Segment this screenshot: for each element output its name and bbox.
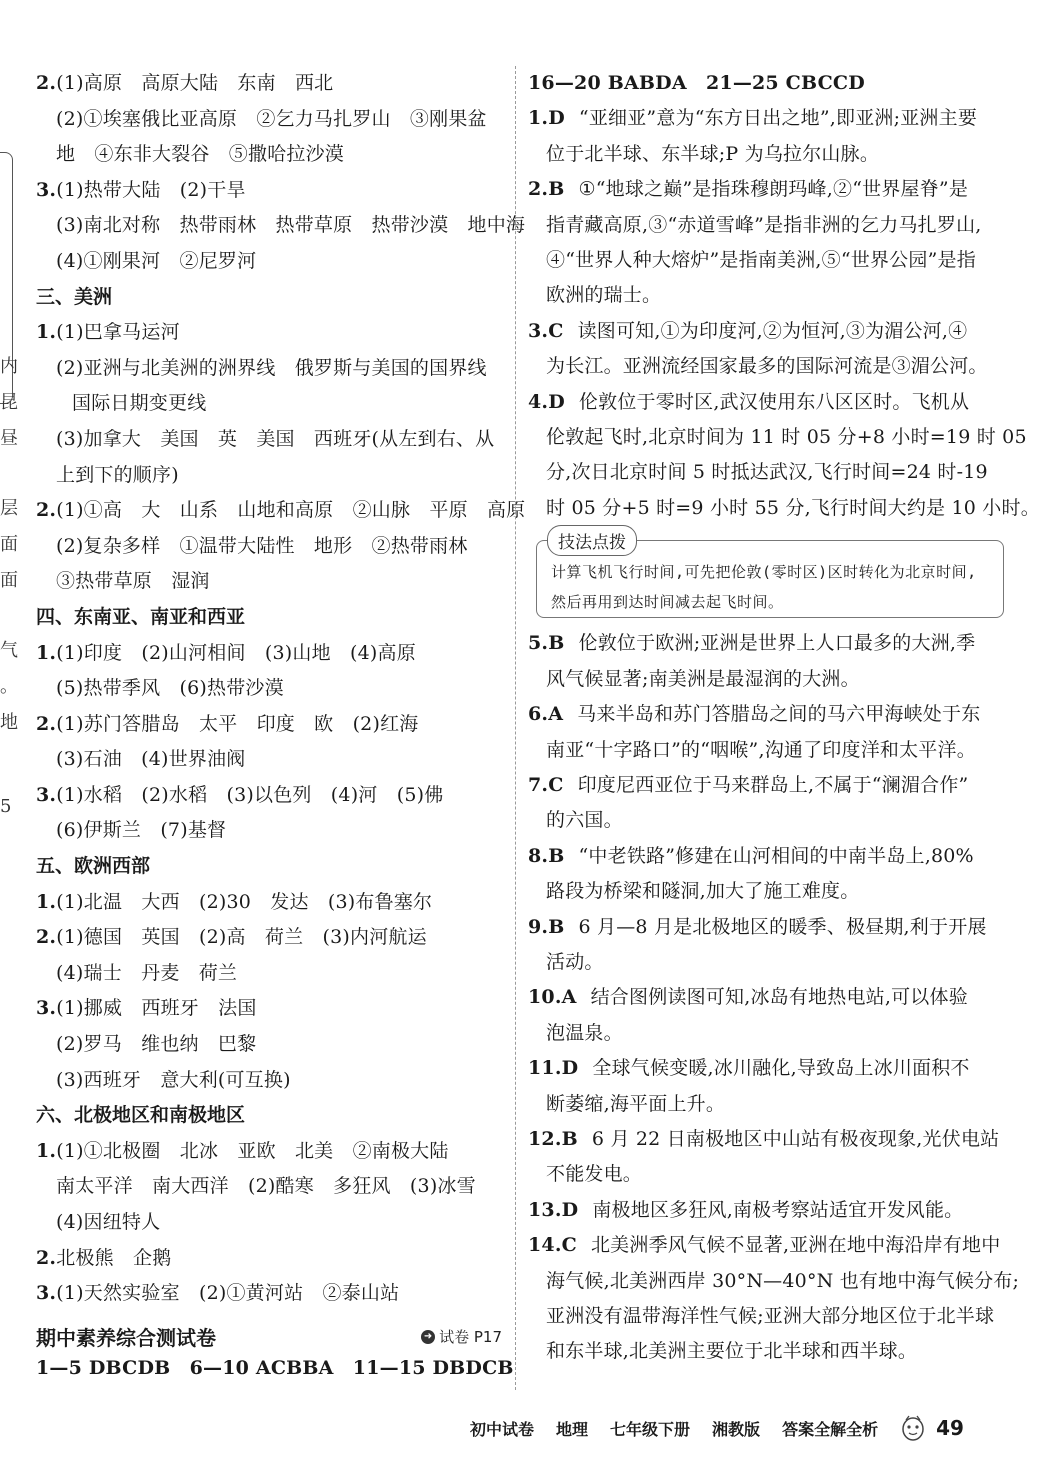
item-number: 3. bbox=[36, 1282, 57, 1305]
margin-char: 昆 bbox=[0, 392, 18, 413]
answer-line: (2)亚洲与北美洲的洲界线 俄罗斯与美国的国界线 bbox=[56, 356, 487, 379]
item-number: 2. bbox=[36, 72, 57, 94]
section-heading: 五、欧洲西部 bbox=[36, 855, 151, 878]
explanation-text: 读图可知,①为印度河,②为恒河,③为湄公河,④ bbox=[577, 319, 968, 342]
item-number: 2. bbox=[36, 926, 57, 949]
explanation-text: 伦敦位于零时区,武汉使用东八区区时。飞机从 bbox=[578, 390, 970, 413]
explanation-line bbox=[528, 314, 1008, 349]
explanation-text: “中老铁路”修建在山河相间的中南半岛上,80% bbox=[578, 844, 974, 867]
explanation-text: 全球气候变暖,冰川融化,导致岛上冰川面积不 bbox=[592, 1057, 970, 1080]
answer-line bbox=[36, 66, 506, 102]
answer-text: (1)热带大陆 (2)干旱 bbox=[56, 178, 246, 201]
explanation-line: 伦敦起飞时,北京时间为 11 时 05 分+8 小时=19 时 05 bbox=[546, 426, 1027, 449]
explanation-text: 马来半岛和苏门答腊岛之间的马六甲海峡处于东 bbox=[577, 703, 981, 726]
item-number: 3. bbox=[36, 178, 57, 201]
explanation-line bbox=[528, 172, 1008, 207]
answer-line: (3)加拿大 美国 英 美国 西班牙(从左到右、从 bbox=[56, 427, 495, 450]
section-heading: 四、东南亚、南亚和西亚 bbox=[36, 605, 246, 628]
answer-line: (3)西班牙 意大利(可互换) bbox=[56, 1068, 291, 1091]
tip-tag: 技法点拨 bbox=[547, 525, 637, 556]
explanation-line: ④“世界人种大熔炉”是指南美洲,⑤“世界公园”是指 bbox=[546, 249, 976, 272]
explanation-text: 6 月—8 月是北极地区的暖季、极昼期,利于开展 bbox=[578, 915, 987, 938]
footer-label: 答案全解全析 bbox=[782, 1419, 879, 1439]
item-number: 1. bbox=[36, 890, 57, 913]
answer-line bbox=[36, 991, 506, 1027]
item-number: 2.B bbox=[528, 178, 565, 201]
margin-char: 地 bbox=[0, 712, 18, 733]
section-heading: 六、北极地区和南极地区 bbox=[36, 1104, 246, 1127]
answer-line bbox=[36, 493, 526, 529]
answer-line bbox=[36, 707, 506, 743]
item-number: 8.B bbox=[528, 844, 565, 867]
item-number: 1. bbox=[36, 321, 57, 344]
explanation-line: 活动。 bbox=[546, 950, 604, 973]
explanation-line: 位于北半球、东半球;P 为乌拉尔山脉。 bbox=[546, 142, 880, 165]
tip-box bbox=[536, 533, 1004, 618]
answer-line bbox=[36, 778, 506, 814]
answer-line: (3)石油 (4)世界油阀 bbox=[56, 748, 246, 771]
explanation-text: 印度尼西亚位于马来群岛上,不属于“澜湄合作” bbox=[577, 773, 969, 796]
explanation-line bbox=[528, 839, 1008, 874]
explanation-line bbox=[528, 910, 1008, 945]
item-number: 2. bbox=[36, 712, 57, 735]
explanation-line bbox=[528, 385, 1008, 420]
margin-char: 昼 bbox=[0, 428, 18, 449]
answer-line: 地 ④东非大裂谷 ⑤撒哈拉沙漠 bbox=[56, 143, 345, 166]
answer-line bbox=[36, 885, 506, 921]
item-number: 2. bbox=[36, 1246, 57, 1269]
item-number: 14.C bbox=[528, 1234, 577, 1257]
explanation-text: 南极地区多狂风,南极考察站适宜开发风能。 bbox=[592, 1198, 964, 1221]
answer-line: 国际日期变更线 bbox=[72, 392, 207, 415]
answer-text: (1)德国 英国 (2)高 荷兰 (3)内河航运 bbox=[56, 926, 427, 949]
answer-line bbox=[36, 1241, 506, 1277]
answer-line: 南太平洋 南大西洋 (2)酷寒 多狂风 (3)冰雪 bbox=[56, 1175, 476, 1198]
margin-char: 气 bbox=[0, 640, 18, 661]
answer-line: (4)①刚果河 ②尼罗河 bbox=[56, 249, 257, 272]
explanation-line bbox=[528, 626, 1008, 661]
margin-char: 内 bbox=[0, 356, 18, 377]
explanation-line: 为长江。亚洲流经国家最多的国际河流是③湄公河。 bbox=[546, 355, 988, 378]
explanation-text: ①“地球之巅”是指珠穆朗玛峰,②“世界屋脊”是 bbox=[578, 178, 969, 201]
explanation-line: 风气候显著;南美洲是最湿润的大洲。 bbox=[546, 667, 860, 690]
answer-line bbox=[36, 1134, 506, 1170]
section-heading: 三、美洲 bbox=[36, 285, 113, 308]
right-column bbox=[528, 66, 1040, 1370]
item-number: 3.C bbox=[528, 319, 564, 342]
item-number: 2. bbox=[36, 499, 57, 522]
footer-subject: 地理 bbox=[556, 1419, 589, 1439]
margin-char: 。 bbox=[0, 676, 18, 697]
column-divider bbox=[515, 66, 516, 1390]
item-number: 7.C bbox=[528, 773, 564, 796]
answer-text: (1)水稻 (2)水稻 (3)以色列 (4)河 (5)佛 bbox=[56, 783, 444, 806]
answer-text: (1)苏门答腊岛 太平 印度 欧 (2)红海 bbox=[56, 712, 419, 735]
item-number: 12.B bbox=[528, 1127, 578, 1150]
item-number: 9.B bbox=[528, 915, 565, 938]
margin-char: 面 bbox=[0, 534, 18, 555]
answer-key-line: 1—5 DBCDB 6—10 ACBBA 11—15 DBDCB bbox=[36, 1356, 514, 1379]
item-number: 13.D bbox=[528, 1198, 579, 1221]
explanation-line: 路段为桥梁和隧洞,加大了施工难度。 bbox=[546, 880, 860, 903]
explanation-line bbox=[528, 1051, 1008, 1086]
exam-ref-text: 试卷 P17 bbox=[439, 1327, 502, 1346]
answer-line: (2)①埃塞俄比亚高原 ②乞力马扎罗山 ③刚果盆 bbox=[56, 107, 487, 130]
explanation-line: 海气候,北美洲西岸 30°N—40°N 也有地中海气候分布; bbox=[546, 1269, 1020, 1292]
explanation-text: 伦敦位于欧洲;亚洲是世界上人口最多的大洲,季 bbox=[578, 632, 976, 655]
answer-text: (1)巴拿马运河 bbox=[56, 321, 180, 344]
answer-text: (1)①高 大 山系 山地和高原 ②山脉 平原 高原 bbox=[56, 499, 526, 522]
answer-line bbox=[36, 1276, 506, 1312]
answer-line bbox=[36, 920, 506, 956]
explanation-line bbox=[528, 1193, 1008, 1228]
margin-char: 5 bbox=[0, 796, 12, 817]
answer-line bbox=[36, 173, 506, 209]
explanation-line: 分,次日北京时间 5 时抵达武汉,飞行时间=24 时-19 bbox=[546, 461, 988, 484]
footer-series: 初中试卷 bbox=[470, 1419, 535, 1439]
item-number: 1.D bbox=[528, 107, 565, 130]
answer-line: (4)因纽特人 bbox=[56, 1211, 161, 1233]
item-number: 6.A bbox=[528, 703, 564, 726]
explanation-line bbox=[528, 980, 1008, 1015]
explanation-line: 亚洲没有温带海洋性气候;亚洲大部分地区位于北半球 bbox=[546, 1305, 995, 1327]
answer-text: (1)挪威 西班牙 法国 bbox=[56, 997, 257, 1020]
explanation-line: 的六国。 bbox=[546, 809, 623, 832]
answer-text: (1)①北极圈 北冰 亚欧 北美 ②南极大陆 bbox=[56, 1139, 449, 1162]
answer-text: (1)天然实验室 (2)①黄河站 ②泰山站 bbox=[56, 1282, 400, 1305]
answer-line bbox=[36, 315, 506, 351]
explanation-line bbox=[528, 1122, 1008, 1157]
explanation-line bbox=[528, 768, 1008, 803]
answer-text: (1)印度 (2)山河相间 (3)山地 (4)高原 bbox=[56, 641, 416, 664]
exam-title: 期中素养综合测试卷 bbox=[36, 1325, 216, 1350]
explanation-text: 北美洲季风气候不显著,亚洲在地中海沿岸有地中 bbox=[590, 1234, 1001, 1257]
answer-line: 上到下的顺序) bbox=[56, 463, 179, 486]
answer-line: (2)复杂多样 ①温带大陆性 地形 ②热带雨林 bbox=[56, 534, 468, 557]
arrow-icon: ➜ bbox=[421, 1330, 435, 1344]
answer-text: (1)北温 大西 (2)30 发达 (3)布鲁塞尔 bbox=[56, 890, 433, 913]
explanation-line bbox=[528, 101, 1008, 136]
answer-line: (4)瑞士 丹麦 荷兰 bbox=[56, 961, 238, 984]
margin-char: 层 bbox=[0, 498, 18, 519]
explanation-line bbox=[528, 697, 1008, 732]
answer-key-line: 16—20 BABDA 21—25 CBCCD bbox=[528, 72, 865, 94]
explanation-line: 泡温泉。 bbox=[546, 1021, 623, 1044]
answer-line bbox=[36, 636, 506, 672]
explanation-line: 和东半球,北美洲主要位于北半球和西半球。 bbox=[546, 1340, 918, 1363]
page-footer bbox=[470, 1410, 1010, 1446]
tip-text: 计算飞机飞行时间,可先把伦敦(零时区)区时转化为北京时间,然后再用到达时间减去起飞时间。 bbox=[551, 563, 977, 612]
item-number: 3. bbox=[36, 783, 57, 806]
answer-line: (5)热带季风 (6)热带沙漠 bbox=[56, 677, 284, 700]
explanation-text: 6 月 22 日南极地区中山站有极夜现象,光伏电站 bbox=[591, 1127, 1000, 1150]
item-number: 4.D bbox=[528, 390, 565, 413]
answer-text: 北极熊 企鹅 bbox=[56, 1246, 172, 1269]
explanation-line bbox=[528, 1228, 1008, 1263]
item-number: 10.A bbox=[528, 986, 577, 1009]
answer-line: (2)罗马 维也纳 巴黎 bbox=[56, 1033, 257, 1056]
footer-grade: 七年级下册 bbox=[610, 1419, 691, 1439]
exam-page-reference bbox=[421, 1326, 502, 1347]
explanation-line: 指青藏高原,③“赤道雪峰”是指非洲的乞力马扎罗山, bbox=[546, 213, 982, 236]
explanation-line: 南亚“十字路口”的“咽喉”,沟通了印度洋和太平洋。 bbox=[546, 738, 976, 761]
mascot-icon bbox=[900, 1414, 926, 1442]
item-number: 5.B bbox=[528, 632, 565, 655]
exam-header bbox=[36, 1322, 502, 1351]
answer-text: (1)高原 高原大陆 东南 西北 bbox=[56, 72, 334, 94]
explanation-line: 不能发电。 bbox=[546, 1163, 643, 1186]
left-column bbox=[36, 66, 526, 1386]
footer-edition: 湘教版 bbox=[712, 1419, 761, 1439]
explanation-line: 断萎缩,海平面上升。 bbox=[546, 1092, 726, 1115]
answer-line: (6)伊斯兰 (7)基督 bbox=[56, 819, 227, 842]
explanation-text: “亚细亚”意为“东方日出之地”,即亚洲;亚洲主要 bbox=[578, 107, 978, 130]
item-number: 3. bbox=[36, 997, 57, 1020]
page-number: 49 bbox=[936, 1416, 964, 1440]
explanation-text: 结合图例读图可知,冰岛有地热电站,可以体验 bbox=[590, 986, 968, 1009]
item-number: 1. bbox=[36, 641, 57, 664]
explanation-line: 时 05 分+5 时=9 小时 55 分,飞行时间大约是 10 小时。 bbox=[546, 496, 1040, 519]
item-number: 11.D bbox=[528, 1057, 579, 1080]
answer-line: ③热带草原 湿润 bbox=[56, 570, 210, 593]
explanation-line: 欧洲的瑞士。 bbox=[546, 284, 662, 307]
margin-char: 面 bbox=[0, 570, 18, 591]
answer-line: (3)南北对称 热带雨林 热带草原 热带沙漠 地中海 bbox=[56, 214, 526, 237]
item-number: 1. bbox=[36, 1139, 57, 1162]
